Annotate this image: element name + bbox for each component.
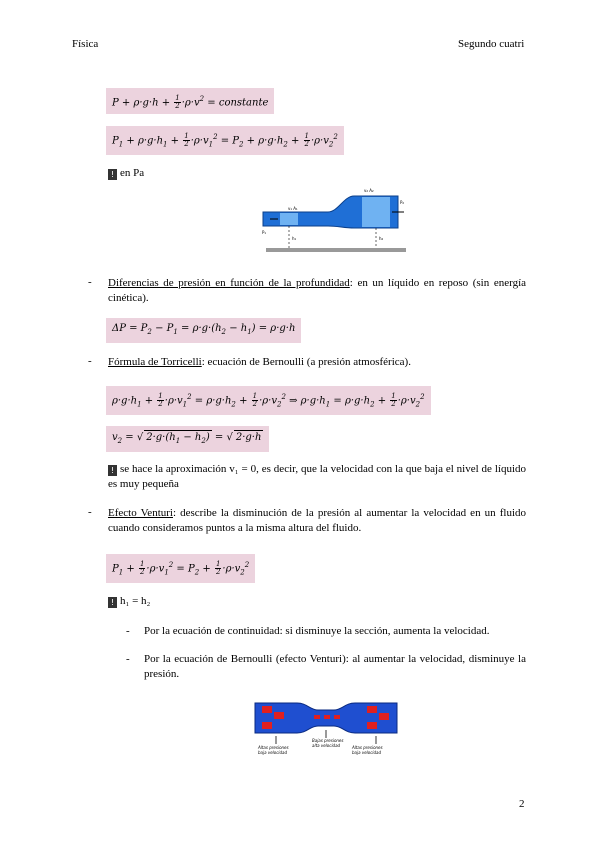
svg-text:h₂: h₂ — [379, 236, 384, 241]
bullet-dash: - — [88, 276, 92, 288]
pipe-flow-diagram — [258, 182, 408, 258]
note-approximation: ! se hace la aproximación v₁ = 0, es decir, que la velocidad con la que baja el nivel de líquido es muy pequeña — [108, 463, 526, 490]
svg-text:Altas presionesbaja velocidad: Altas presiones baja velocidad — [258, 745, 289, 755]
bernoulli-two-points-equation: $P_1 + \rho\cdot g\cdot h_1$ + $\frac{1}{2}$ $\cdot\rho\cdot v_1^2 = P_2 + \rho\cdot g\cdot h_2$ + $\frac{1}{2}$ $\cdot\rho\cdot v_2^2$ — [106, 126, 344, 155]
pressure-difference-equation: $\Delta P = P_2 - P_1 = \rho\cdot g\cdot(h_2 - h_1) = \rho\cdot g\cdot h$ — [106, 318, 301, 343]
svg-text:v₂ A₂: v₂ A₂ — [364, 188, 374, 193]
torricelli-velocity-equation: $v_2$ = √ $2\cdot g\cdot(h_1 - h_2)$ = √ 2·g·h — [106, 426, 269, 452]
header-subject: Física — [72, 38, 99, 50]
svg-text:v₁ A₁: v₁ A₁ — [288, 206, 298, 211]
torricelli-derivation-equation: $\rho\cdot g\cdot h_1$ + $\frac{1}{2}$ $\cdot\rho\cdot v_1^2 = \rho\cdot g\cdot h_2$ + $\frac{1}{2}$ $\cdot\rho\cdot v_2^2$ ⇒ $\rho\cdot g\cdot h_1 = \rho\cdot g\cdot h_2$ + $\frac{1}{2}$ $\cdot\rho\cdot v_2^2$ — [106, 386, 431, 415]
sub-bullet-dash: - — [126, 653, 130, 665]
svg-text:h₁: h₁ — [292, 236, 297, 241]
bullet-dash: - — [88, 355, 92, 367]
sub-bullet-bernoulli: Por la ecuación de Bernoulli (efecto Venturi): al aumentar la velocidad, disminuye la presión. — [144, 653, 526, 680]
sub-bullet-continuity: Por la ecuación de continuidad: si disminuye la sección, aumenta la velocidad. — [144, 625, 490, 637]
note-icon: ! — [108, 597, 117, 608]
note-equal-heights: ! h₁ = h₂ — [108, 594, 150, 609]
bullet-dash: - — [88, 506, 92, 518]
note-icon: ! — [108, 169, 117, 180]
note-units: ! en Pa — [108, 166, 144, 181]
header-term: Segundo cuatri — [458, 38, 525, 50]
bullet-torricelli: Fórmula de Torricelli: ecuación de Bernoulli (a presión atmosférica). — [108, 356, 411, 368]
venturi-diagram — [252, 700, 400, 760]
venturi-equation: $P_1$ + $\frac{1}{2}$ $\cdot\rho\cdot v_1^2 = P_2$ + $\frac{1}{2}$ $\cdot\rho\cdot v_2^2$ — [106, 554, 255, 583]
svg-text:Altas presionesbaja velocidad: Altas presiones baja velocidad — [352, 745, 383, 755]
bullet-venturi: Efecto Venturi: describe la disminución de la presión al aumentar la velocidad en un fluido cuando consideramos puntos a la misma altura del fluido. — [108, 507, 527, 534]
svg-text:Bajas presionesalta velocidad: Bajas presiones alta velocidad — [312, 738, 344, 748]
svg-text:P₂: P₂ — [400, 200, 405, 205]
bernoulli-equation: P + ρ·g·h + $\frac{1}{2}$ $\cdot\rho\cdot v^2$ = constante — [106, 88, 274, 114]
page-number: 2 — [519, 798, 525, 810]
bullet-pressure-depth: Diferencias de presión en función de la profundidad: en un líquido en reposo (sin energía cinética). — [108, 277, 527, 304]
svg-text:P₁: P₁ — [262, 230, 267, 235]
note-icon: ! — [108, 465, 117, 476]
sub-bullet-dash: - — [126, 625, 130, 637]
